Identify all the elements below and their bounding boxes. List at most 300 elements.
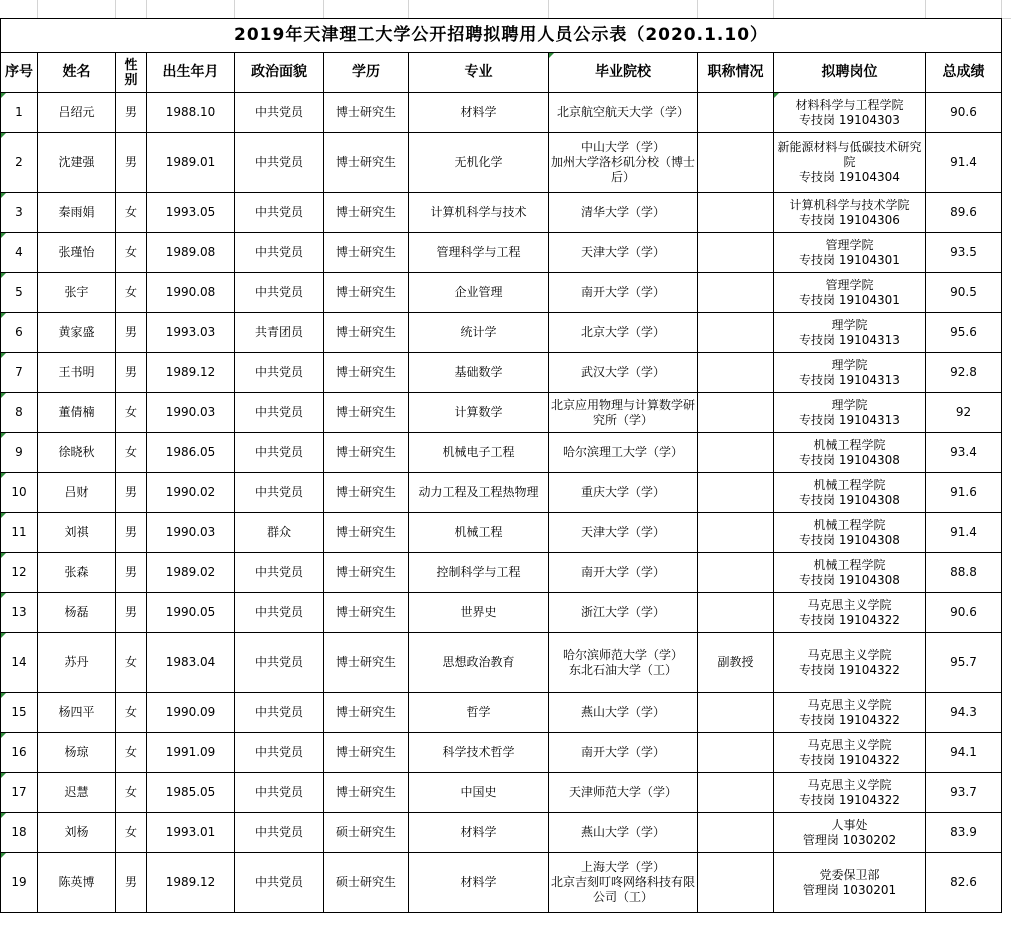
- cell-gender[interactable]: 女: [116, 633, 147, 693]
- grid-header-strip: [0, 0, 1011, 19]
- cell-school[interactable]: [549, 473, 698, 513]
- cell-line: 机械工程学院: [813, 557, 886, 572]
- cell-edu[interactable]: 博士研究生: [324, 133, 409, 193]
- cell-post[interactable]: [774, 513, 926, 553]
- cell-no[interactable]: 5: [1, 273, 38, 313]
- cell-birth[interactable]: 1990.03: [147, 513, 235, 553]
- cell-gender[interactable]: 女: [116, 693, 147, 733]
- cell-political[interactable]: 群众: [235, 513, 324, 553]
- cell-post[interactable]: [774, 393, 926, 433]
- cell-post[interactable]: [774, 193, 926, 233]
- cell-name[interactable]: 张森: [38, 553, 116, 593]
- cell-political[interactable]: 中共党员: [235, 93, 324, 133]
- cell-name[interactable]: 黄家盛: [38, 313, 116, 353]
- table-title[interactable]: 2019年天津理工大学公开招聘拟聘用人员公示表（2020.1.10）: [1, 19, 1002, 53]
- cell-no[interactable]: 13: [1, 593, 38, 633]
- cell-birth[interactable]: 1993.01: [147, 813, 235, 853]
- cell-political[interactable]: 中共党员: [235, 393, 324, 433]
- cell-birth[interactable]: 1990.03: [147, 393, 235, 433]
- header-cell[interactable]: 性别: [116, 53, 147, 93]
- cell-birth[interactable]: 1985.05: [147, 773, 235, 813]
- header-row: [1, 53, 1002, 93]
- cell-name[interactable]: 秦雨娟: [38, 193, 116, 233]
- cell-line: 马克思主义学院: [807, 597, 892, 612]
- cell-title[interactable]: [698, 513, 774, 553]
- cell-edu[interactable]: 博士研究生: [324, 353, 409, 393]
- cell-post[interactable]: [774, 133, 926, 193]
- table-row: [1, 193, 1002, 233]
- header-cell[interactable]: 姓名: [38, 53, 116, 93]
- cell-major[interactable]: 世界史: [409, 593, 549, 633]
- cell-line: 北京吉刻叮咚网络科技有限公司（工）: [551, 875, 696, 904]
- cell-political[interactable]: 中共党员: [235, 233, 324, 273]
- cell-name[interactable]: 吕绍元: [38, 93, 116, 133]
- cell-title[interactable]: [698, 393, 774, 433]
- cell-birth[interactable]: 1986.05: [147, 433, 235, 473]
- cell-edu[interactable]: 博士研究生: [324, 433, 409, 473]
- cell-score[interactable]: 91.4: [926, 133, 1002, 193]
- cell-post[interactable]: [774, 813, 926, 853]
- cell-line: 专技岗 19104322: [799, 662, 900, 677]
- cell-political[interactable]: 中共党员: [235, 813, 324, 853]
- cell-major[interactable]: 思想政治教育: [409, 633, 549, 693]
- cell-line: 哈尔滨理工大学（学）: [562, 445, 683, 459]
- cell-major[interactable]: 企业管理: [409, 273, 549, 313]
- cell-major[interactable]: 哲学: [409, 693, 549, 733]
- cell-line: 北京大学（学）: [580, 325, 665, 339]
- cell-line: 燕山大学（学）: [580, 705, 665, 719]
- cell-no[interactable]: 3: [1, 193, 38, 233]
- cell-edu[interactable]: 博士研究生: [324, 93, 409, 133]
- cell-title[interactable]: [698, 693, 774, 733]
- cell-title[interactable]: [698, 433, 774, 473]
- cell-gender[interactable]: 男: [116, 133, 147, 193]
- cell-title[interactable]: [698, 593, 774, 633]
- header-cell[interactable]: 出生年月: [147, 53, 235, 93]
- cell-birth[interactable]: 1990.08: [147, 273, 235, 313]
- cell-title[interactable]: [698, 233, 774, 273]
- cell-school[interactable]: [549, 193, 698, 233]
- cell-line: 马克思主义学院: [807, 777, 892, 792]
- cell-line: 机械工程学院: [813, 437, 886, 452]
- cell-edu[interactable]: 博士研究生: [324, 693, 409, 733]
- cell-line: 专技岗 19104301: [799, 292, 900, 307]
- cell-name[interactable]: 王书明: [38, 353, 116, 393]
- table-row: [1, 273, 1002, 313]
- cell-line: 专技岗 19104306: [799, 212, 900, 227]
- cell-line: 燕山大学（学）: [580, 825, 665, 839]
- cell-line: 机械工程学院: [813, 477, 886, 492]
- cell-line: 管理学院: [825, 237, 874, 252]
- cell-birth[interactable]: 1990.05: [147, 593, 235, 633]
- cell-name[interactable]: 吕财: [38, 473, 116, 513]
- cell-major[interactable]: 基础数学: [409, 353, 549, 393]
- cell-school[interactable]: [549, 433, 698, 473]
- cell-no[interactable]: 7: [1, 353, 38, 393]
- cell-title[interactable]: 副教授: [698, 633, 774, 693]
- table-row: [1, 513, 1002, 553]
- cell-edu[interactable]: 博士研究生: [324, 553, 409, 593]
- table-row: [1, 733, 1002, 773]
- cell-score[interactable]: 93.4: [926, 433, 1002, 473]
- cell-name[interactable]: 董倩楠: [38, 393, 116, 433]
- header-cell[interactable]: 总成绩: [926, 53, 1002, 93]
- cell-post[interactable]: [774, 313, 926, 353]
- cell-line: 专技岗 19104322: [799, 712, 900, 727]
- cell-no[interactable]: 18: [1, 813, 38, 853]
- cell-no[interactable]: 15: [1, 693, 38, 733]
- cell-line: 理学院: [831, 357, 868, 372]
- cell-line: 专技岗 19104313: [799, 372, 900, 387]
- cell-name[interactable]: 沈建强: [38, 133, 116, 193]
- cell-name[interactable]: 徐晓秋: [38, 433, 116, 473]
- table-row: [1, 393, 1002, 433]
- cell-line: 武汉大学（学）: [580, 365, 665, 379]
- cell-line: 党委保卫部: [819, 867, 880, 882]
- cell-score[interactable]: 95.6: [926, 313, 1002, 353]
- cell-line: 马克思主义学院: [807, 737, 892, 752]
- cell-birth[interactable]: 1989.08: [147, 233, 235, 273]
- table-row: [1, 853, 1002, 913]
- cell-edu[interactable]: 博士研究生: [324, 513, 409, 553]
- cell-school[interactable]: [549, 773, 698, 813]
- cell-political[interactable]: 中共党员: [235, 473, 324, 513]
- cell-gender[interactable]: 男: [116, 553, 147, 593]
- cell-birth[interactable]: 1990.02: [147, 473, 235, 513]
- cell-major[interactable]: 材料学: [409, 853, 549, 913]
- cell-political[interactable]: 中共党员: [235, 593, 324, 633]
- cell-birth[interactable]: 1991.09: [147, 733, 235, 773]
- cell-line: 中山大学（学）: [580, 140, 665, 154]
- cell-line: 天津师范大学（学）: [568, 785, 677, 799]
- cell-line: 南开大学（学）: [580, 745, 665, 759]
- cell-post[interactable]: [774, 773, 926, 813]
- cell-gender[interactable]: 女: [116, 773, 147, 813]
- cell-name[interactable]: 苏丹: [38, 633, 116, 693]
- cell-line: 北京应用物理与计算数学研究所（学）: [551, 397, 696, 427]
- table-row: [1, 353, 1002, 393]
- cell-line: 马克思主义学院: [807, 697, 892, 712]
- cell-title[interactable]: [698, 313, 774, 353]
- cell-no[interactable]: 10: [1, 473, 38, 513]
- cell-title[interactable]: [698, 133, 774, 193]
- cell-title[interactable]: [698, 93, 774, 133]
- header-cell[interactable]: 职称情况: [698, 53, 774, 93]
- header-cell[interactable]: 序号: [1, 53, 38, 93]
- cell-title[interactable]: [698, 813, 774, 853]
- cell-major[interactable]: 机械电子工程: [409, 433, 549, 473]
- cell-gender[interactable]: 男: [116, 93, 147, 133]
- cell-school[interactable]: [549, 93, 698, 133]
- cell-gender[interactable]: 女: [116, 233, 147, 273]
- cell-gender[interactable]: 女: [116, 393, 147, 433]
- cell-no[interactable]: 19: [1, 853, 38, 913]
- cell-major[interactable]: 科学技术哲学: [409, 733, 549, 773]
- cell-political[interactable]: 中共党员: [235, 193, 324, 233]
- personnel-table: [0, 18, 1002, 913]
- cell-no[interactable]: 1: [1, 93, 38, 133]
- cell-score[interactable]: 95.7: [926, 633, 1002, 693]
- cell-post[interactable]: [774, 433, 926, 473]
- cell-post[interactable]: [774, 233, 926, 273]
- cell-line: 哈尔滨师范大学（学）: [562, 647, 683, 662]
- table-row: [1, 313, 1002, 353]
- cell-edu[interactable]: 博士研究生: [324, 193, 409, 233]
- cell-score[interactable]: 91.4: [926, 513, 1002, 553]
- cell-name[interactable]: 陈英博: [38, 853, 116, 913]
- cell-line: 专技岗 19104301: [799, 252, 900, 267]
- cell-gender[interactable]: 男: [116, 313, 147, 353]
- header-cell[interactable]: 政治面貌: [235, 53, 324, 93]
- cell-score[interactable]: 90.5: [926, 273, 1002, 313]
- cell-no[interactable]: 14: [1, 633, 38, 693]
- cell-gender[interactable]: 男: [116, 593, 147, 633]
- table-row: [1, 593, 1002, 633]
- header-cell[interactable]: 拟聘岗位: [774, 53, 926, 93]
- cell-score[interactable]: 92.8: [926, 353, 1002, 393]
- header-cell[interactable]: 专业: [409, 53, 549, 93]
- cell-line: 专技岗 19104308: [799, 532, 900, 547]
- table-row: [1, 693, 1002, 733]
- cell-line: 人事处: [831, 817, 868, 832]
- cell-major[interactable]: 中国史: [409, 773, 549, 813]
- header-cell[interactable]: 毕业院校: [549, 53, 698, 93]
- cell-line: 东北石油大学（工）: [568, 662, 677, 677]
- cell-school[interactable]: [549, 733, 698, 773]
- cell-major[interactable]: 计算数学: [409, 393, 549, 433]
- cell-political[interactable]: 中共党员: [235, 733, 324, 773]
- cell-political[interactable]: 中共党员: [235, 433, 324, 473]
- cell-school[interactable]: [549, 273, 698, 313]
- cell-score[interactable]: 83.9: [926, 813, 1002, 853]
- cell-post[interactable]: [774, 273, 926, 313]
- cell-line: 管理岗 1030202: [802, 832, 897, 847]
- cell-gender[interactable]: 女: [116, 733, 147, 773]
- cell-post[interactable]: [774, 593, 926, 633]
- cell-birth[interactable]: 1989.02: [147, 553, 235, 593]
- cell-score[interactable]: 93.5: [926, 233, 1002, 273]
- cell-edu[interactable]: 博士研究生: [324, 593, 409, 633]
- cell-major[interactable]: 动力工程及工程热物理: [409, 473, 549, 513]
- cell-line: 专技岗 19104313: [799, 332, 900, 347]
- cell-post[interactable]: [774, 853, 926, 913]
- cell-line: 专技岗 19104304: [799, 170, 900, 184]
- cell-name[interactable]: 杨四平: [38, 693, 116, 733]
- cell-name[interactable]: 张瑾怡: [38, 233, 116, 273]
- cell-line: 浙江大学（学）: [580, 605, 665, 619]
- cell-major[interactable]: 材料学: [409, 93, 549, 133]
- cell-birth[interactable]: 1989.01: [147, 133, 235, 193]
- cell-edu[interactable]: 博士研究生: [324, 733, 409, 773]
- cell-gender[interactable]: 男: [116, 473, 147, 513]
- cell-political[interactable]: 中共党员: [235, 853, 324, 913]
- cell-line: 重庆大学（学）: [580, 485, 665, 499]
- cell-score[interactable]: 92: [926, 393, 1002, 433]
- cell-title[interactable]: [698, 733, 774, 773]
- cell-no[interactable]: 8: [1, 393, 38, 433]
- cell-line: 天津大学（学）: [580, 245, 665, 259]
- cell-school[interactable]: [549, 133, 698, 193]
- table-row: [1, 553, 1002, 593]
- cell-edu[interactable]: 博士研究生: [324, 633, 409, 693]
- cell-political[interactable]: 中共党员: [235, 553, 324, 593]
- cell-school[interactable]: [549, 513, 698, 553]
- cell-no[interactable]: 9: [1, 433, 38, 473]
- cell-gender[interactable]: 女: [116, 813, 147, 853]
- cell-school[interactable]: [549, 353, 698, 393]
- cell-edu[interactable]: 硕士研究生: [324, 813, 409, 853]
- cell-gender[interactable]: 女: [116, 193, 147, 233]
- cell-title[interactable]: [698, 553, 774, 593]
- cell-birth[interactable]: 1989.12: [147, 853, 235, 913]
- cell-score[interactable]: 94.3: [926, 693, 1002, 733]
- cell-major[interactable]: 计算机科学与技术: [409, 193, 549, 233]
- cell-political[interactable]: 中共党员: [235, 273, 324, 313]
- cell-gender[interactable]: 女: [116, 273, 147, 313]
- cell-line: 加州大学洛杉矶分校（博士后）: [551, 155, 696, 184]
- cell-line: 专技岗 19104303: [799, 112, 900, 127]
- cell-major[interactable]: 管理科学与工程: [409, 233, 549, 273]
- cell-line: 专技岗 19104322: [799, 792, 900, 807]
- cell-school[interactable]: [549, 233, 698, 273]
- cell-political[interactable]: 中共党员: [235, 773, 324, 813]
- cell-line: 专技岗 19104308: [799, 492, 900, 507]
- table-row: [1, 433, 1002, 473]
- cell-edu[interactable]: 博士研究生: [324, 273, 409, 313]
- cell-political[interactable]: 中共党员: [235, 353, 324, 393]
- cell-school[interactable]: [549, 633, 698, 693]
- cell-post[interactable]: [774, 353, 926, 393]
- cell-political[interactable]: 中共党员: [235, 633, 324, 693]
- cell-name[interactable]: 张宇: [38, 273, 116, 313]
- cell-edu[interactable]: 博士研究生: [324, 473, 409, 513]
- cell-no[interactable]: 6: [1, 313, 38, 353]
- cell-no[interactable]: 2: [1, 133, 38, 193]
- cell-line: 材料科学与工程学院: [795, 97, 904, 112]
- cell-line: 南开大学（学）: [580, 565, 665, 579]
- table-row: [1, 813, 1002, 853]
- cell-school[interactable]: [549, 313, 698, 353]
- cell-title[interactable]: [698, 473, 774, 513]
- cell-school[interactable]: [549, 393, 698, 433]
- cell-post[interactable]: [774, 473, 926, 513]
- cell-score[interactable]: 88.8: [926, 553, 1002, 593]
- cell-line: 天津大学（学）: [580, 525, 665, 539]
- cell-line: 专技岗 19104308: [799, 452, 900, 467]
- header-cell[interactable]: 学历: [324, 53, 409, 93]
- cell-gender[interactable]: 男: [116, 353, 147, 393]
- cell-line: 管理岗 1030201: [802, 882, 897, 897]
- cell-post[interactable]: [774, 733, 926, 773]
- cell-school[interactable]: [549, 553, 698, 593]
- cell-score[interactable]: 91.6: [926, 473, 1002, 513]
- cell-title[interactable]: [698, 853, 774, 913]
- cell-school[interactable]: [549, 853, 698, 913]
- cell-major[interactable]: 无机化学: [409, 133, 549, 193]
- table-row: [1, 233, 1002, 273]
- table-row: [1, 473, 1002, 513]
- cell-edu[interactable]: 博士研究生: [324, 773, 409, 813]
- cell-political[interactable]: 中共党员: [235, 133, 324, 193]
- cell-title[interactable]: [698, 273, 774, 313]
- cell-line: 清华大学（学）: [580, 205, 665, 219]
- cell-title[interactable]: [698, 773, 774, 813]
- cell-title[interactable]: [698, 193, 774, 233]
- cell-line: 专技岗 19104313: [799, 412, 900, 427]
- cell-major[interactable]: 统计学: [409, 313, 549, 353]
- cell-line: 南开大学（学）: [580, 285, 665, 299]
- cell-post[interactable]: [774, 553, 926, 593]
- cell-gender[interactable]: 男: [116, 513, 147, 553]
- title-row: [1, 19, 1002, 53]
- table-row: [1, 633, 1002, 693]
- cell-score[interactable]: 89.6: [926, 193, 1002, 233]
- cell-edu[interactable]: 博士研究生: [324, 393, 409, 433]
- cell-line: 上海大学（学）: [580, 860, 665, 874]
- table-row: [1, 133, 1002, 193]
- cell-line: 北京航空航天大学（学）: [556, 105, 689, 119]
- cell-edu[interactable]: 博士研究生: [324, 233, 409, 273]
- cell-birth[interactable]: 1993.05: [147, 193, 235, 233]
- cell-line: 新能源材料与低碳技术研究院: [777, 140, 922, 169]
- cell-score[interactable]: 90.6: [926, 93, 1002, 133]
- cell-birth[interactable]: 1993.03: [147, 313, 235, 353]
- cell-political[interactable]: 中共党员: [235, 693, 324, 733]
- cell-name[interactable]: 刘祺: [38, 513, 116, 553]
- cell-school[interactable]: [549, 593, 698, 633]
- cell-score[interactable]: 90.6: [926, 593, 1002, 633]
- cell-no[interactable]: 16: [1, 733, 38, 773]
- cell-edu[interactable]: 博士研究生: [324, 313, 409, 353]
- cell-line: 专技岗 19104308: [799, 572, 900, 587]
- cell-score[interactable]: 82.6: [926, 853, 1002, 913]
- cell-birth[interactable]: 1989.12: [147, 353, 235, 393]
- cell-line: 计算机科学与技术学院: [789, 197, 910, 212]
- cell-no[interactable]: 12: [1, 553, 38, 593]
- cell-line: 专技岗 19104322: [799, 612, 900, 627]
- cell-name[interactable]: 迟慧: [38, 773, 116, 813]
- cell-post[interactable]: [774, 693, 926, 733]
- cell-line: 专技岗 19104322: [799, 752, 900, 767]
- cell-line: 管理学院: [825, 277, 874, 292]
- cell-post[interactable]: [774, 93, 926, 133]
- cell-school[interactable]: [549, 813, 698, 853]
- cell-title[interactable]: [698, 353, 774, 393]
- cell-name[interactable]: 杨磊: [38, 593, 116, 633]
- cell-no[interactable]: 17: [1, 773, 38, 813]
- cell-line: 理学院: [831, 317, 868, 332]
- cell-school[interactable]: [549, 693, 698, 733]
- cell-major[interactable]: 控制科学与工程: [409, 553, 549, 593]
- cell-major[interactable]: 机械工程: [409, 513, 549, 553]
- cell-no[interactable]: 4: [1, 233, 38, 273]
- cell-edu[interactable]: 硕士研究生: [324, 853, 409, 913]
- cell-score[interactable]: 94.1: [926, 733, 1002, 773]
- cell-birth[interactable]: 1990.09: [147, 693, 235, 733]
- cell-line: 理学院: [831, 397, 868, 412]
- cell-score[interactable]: 93.7: [926, 773, 1002, 813]
- cell-major[interactable]: 材料学: [409, 813, 549, 853]
- cell-gender[interactable]: 女: [116, 433, 147, 473]
- cell-no[interactable]: 11: [1, 513, 38, 553]
- cell-post[interactable]: [774, 633, 926, 693]
- cell-political[interactable]: 共青团员: [235, 313, 324, 353]
- cell-name[interactable]: 刘杨: [38, 813, 116, 853]
- cell-gender[interactable]: 男: [116, 853, 147, 913]
- cell-birth[interactable]: 1988.10: [147, 93, 235, 133]
- cell-birth[interactable]: 1983.04: [147, 633, 235, 693]
- cell-name[interactable]: 杨琼: [38, 733, 116, 773]
